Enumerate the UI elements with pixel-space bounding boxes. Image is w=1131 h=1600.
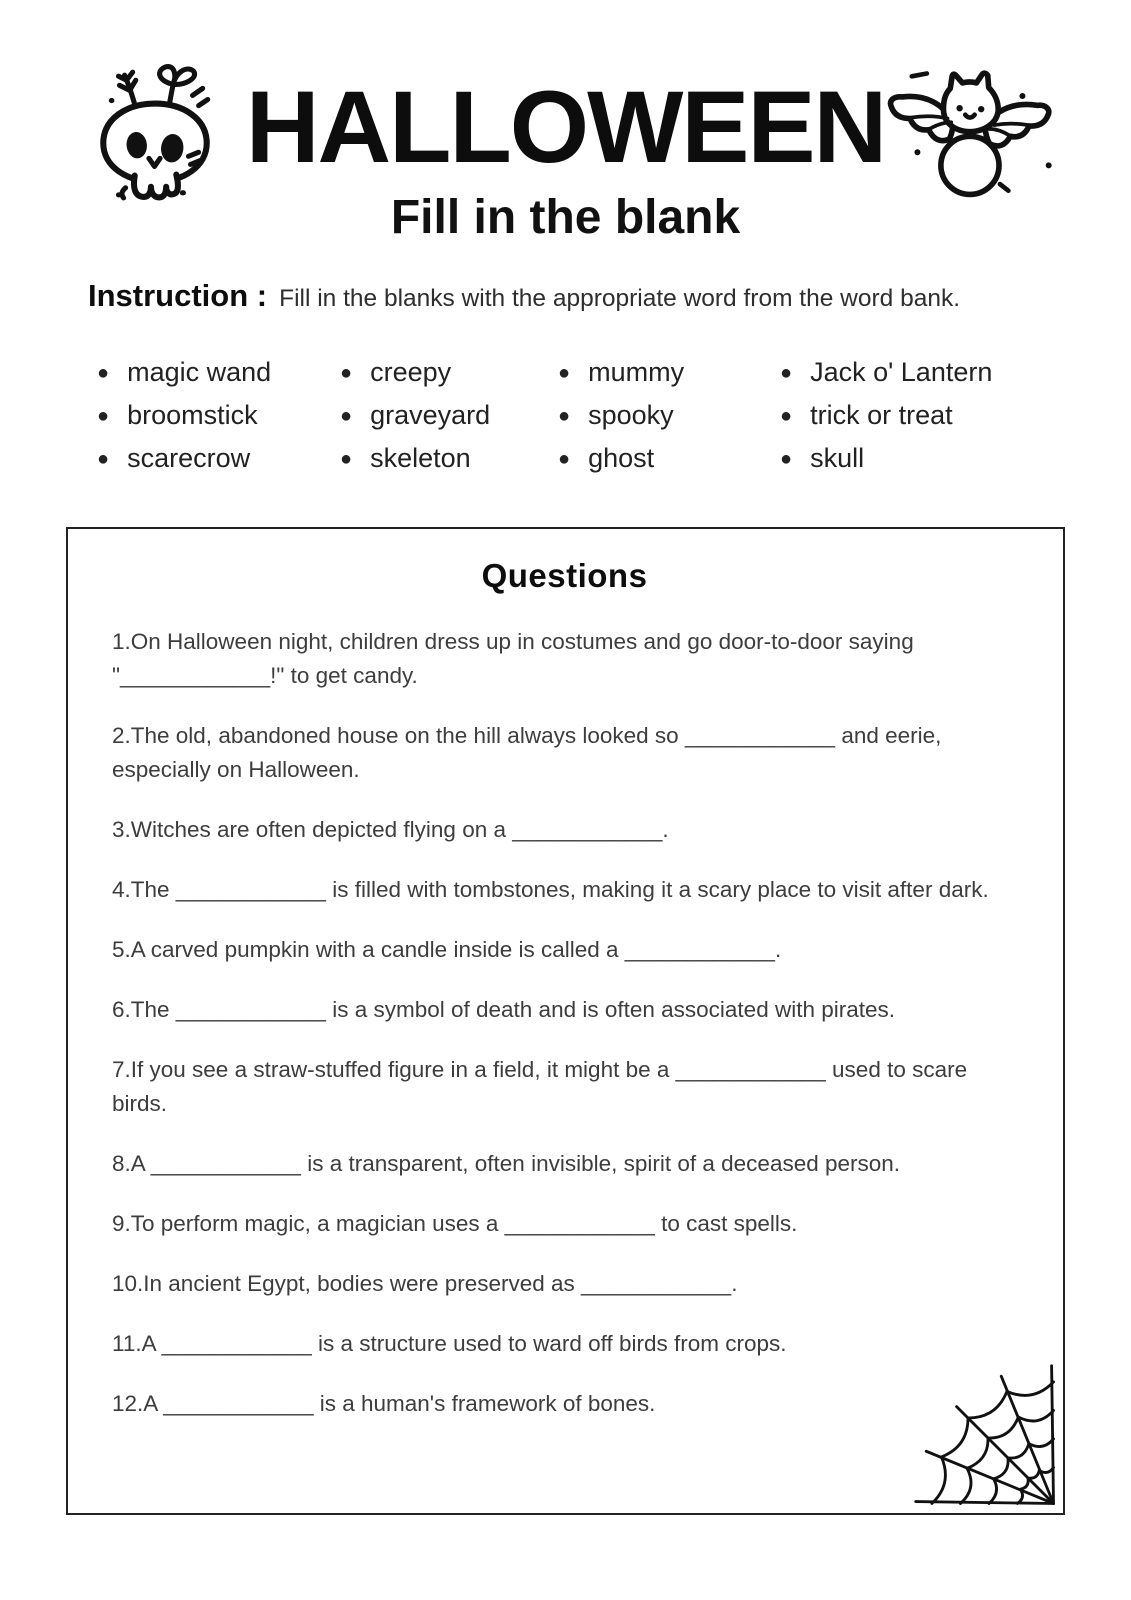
- word-bank-word: Jack o' Lantern: [810, 357, 993, 387]
- word-bank-word: scarecrow: [127, 443, 251, 473]
- question-item: 6.The ____________ is a symbol of death and is often associated with pirates.: [112, 997, 896, 1022]
- instruction-label: Instruction :: [88, 278, 268, 313]
- question-item: 8.A ____________ is a transparent, often invisible, spirit of a deceased person.: [112, 1151, 901, 1176]
- word-bank-item: [558, 438, 780, 481]
- word-bank-word: spooky: [588, 400, 674, 430]
- question-item: 4.The ____________ is filled with tombstones, making it a scary place to visit after dark.: [112, 877, 989, 902]
- bullet-icon: ●: [97, 405, 110, 427]
- bullet-icon: ●: [97, 362, 110, 384]
- word-bank: [97, 352, 1091, 481]
- word-bank-column: [558, 352, 780, 481]
- word-bank-word: broomstick: [127, 400, 258, 430]
- question-item: 3.Witches are often depicted flying on a ____________.: [112, 817, 669, 842]
- word-bank-item: [97, 395, 340, 438]
- bullet-icon: ●: [340, 405, 353, 427]
- bullet-icon: ●: [558, 405, 571, 427]
- bullet-icon: ●: [340, 362, 353, 384]
- question-item: 11.A ____________ is a structure used to ward off birds from crops.: [112, 1331, 787, 1356]
- word-bank-word: mummy: [588, 357, 685, 387]
- question-item: 12.A ____________ is a human's framework of bones.: [112, 1391, 656, 1416]
- question-item: 5.A carved pumpkin with a candle inside is called a ____________.: [112, 937, 782, 962]
- instruction-row: [88, 278, 1071, 314]
- questions-box: [66, 527, 1065, 1515]
- word-bank-item: [97, 352, 340, 395]
- bullet-icon: ●: [558, 448, 571, 470]
- word-bank-item: [558, 395, 780, 438]
- question-item: 9.To perform magic, a magician uses a ____________ to cast spells.: [112, 1211, 798, 1236]
- word-bank-word: trick or treat: [810, 400, 953, 430]
- bullet-icon: ●: [780, 362, 793, 384]
- word-bank-item: [780, 395, 1091, 438]
- word-bank-item: [97, 438, 340, 481]
- word-bank-item: [340, 395, 558, 438]
- word-bank-column: [340, 352, 558, 481]
- word-bank-word: graveyard: [370, 400, 491, 430]
- word-bank-word: skull: [810, 443, 865, 473]
- word-bank-word: magic wand: [127, 357, 272, 387]
- word-bank-item: [780, 352, 1091, 395]
- word-bank-item: [780, 438, 1091, 481]
- page-title: HALLOWEEN: [245, 70, 886, 184]
- questions-title: Questions: [481, 557, 648, 594]
- header: [0, 0, 1131, 262]
- bullet-icon: ●: [97, 448, 110, 470]
- word-bank-item: [340, 352, 558, 395]
- bullet-icon: ●: [558, 362, 571, 384]
- bullet-icon: ●: [780, 448, 793, 470]
- question-item: 10.In ancient Egypt, bodies were preserved as ____________.: [112, 1271, 738, 1296]
- word-bank-column: [97, 352, 340, 481]
- bat-icon: [860, 66, 1078, 216]
- word-bank-word: ghost: [588, 443, 655, 473]
- word-bank-word: creepy: [370, 357, 452, 387]
- word-bank-column: [780, 352, 1091, 481]
- question-item: 2.The old, abandoned house on the hill always looked so ____________ and eerie, especially on Halloween.: [112, 723, 942, 782]
- page-subtitle: Fill in the blank: [390, 191, 741, 244]
- word-bank-item: [558, 352, 780, 395]
- word-bank-item: [340, 438, 558, 481]
- skull-icon: [84, 60, 226, 206]
- question-item: 7.If you see a straw-stuffed figure in a field, it might be a ____________ used to scare birds.: [112, 1057, 968, 1116]
- question-item: 1.On Halloween night, children dress up in costumes and go door-to-door saying "____________!" to get candy.: [112, 629, 914, 688]
- instruction-text: Fill in the blanks with the appropriate word from the word bank.: [279, 285, 961, 312]
- word-bank-word: skeleton: [370, 443, 471, 473]
- bullet-icon: ●: [340, 448, 353, 470]
- bullet-icon: ●: [780, 405, 793, 427]
- spiderweb-icon: [911, 1361, 1063, 1513]
